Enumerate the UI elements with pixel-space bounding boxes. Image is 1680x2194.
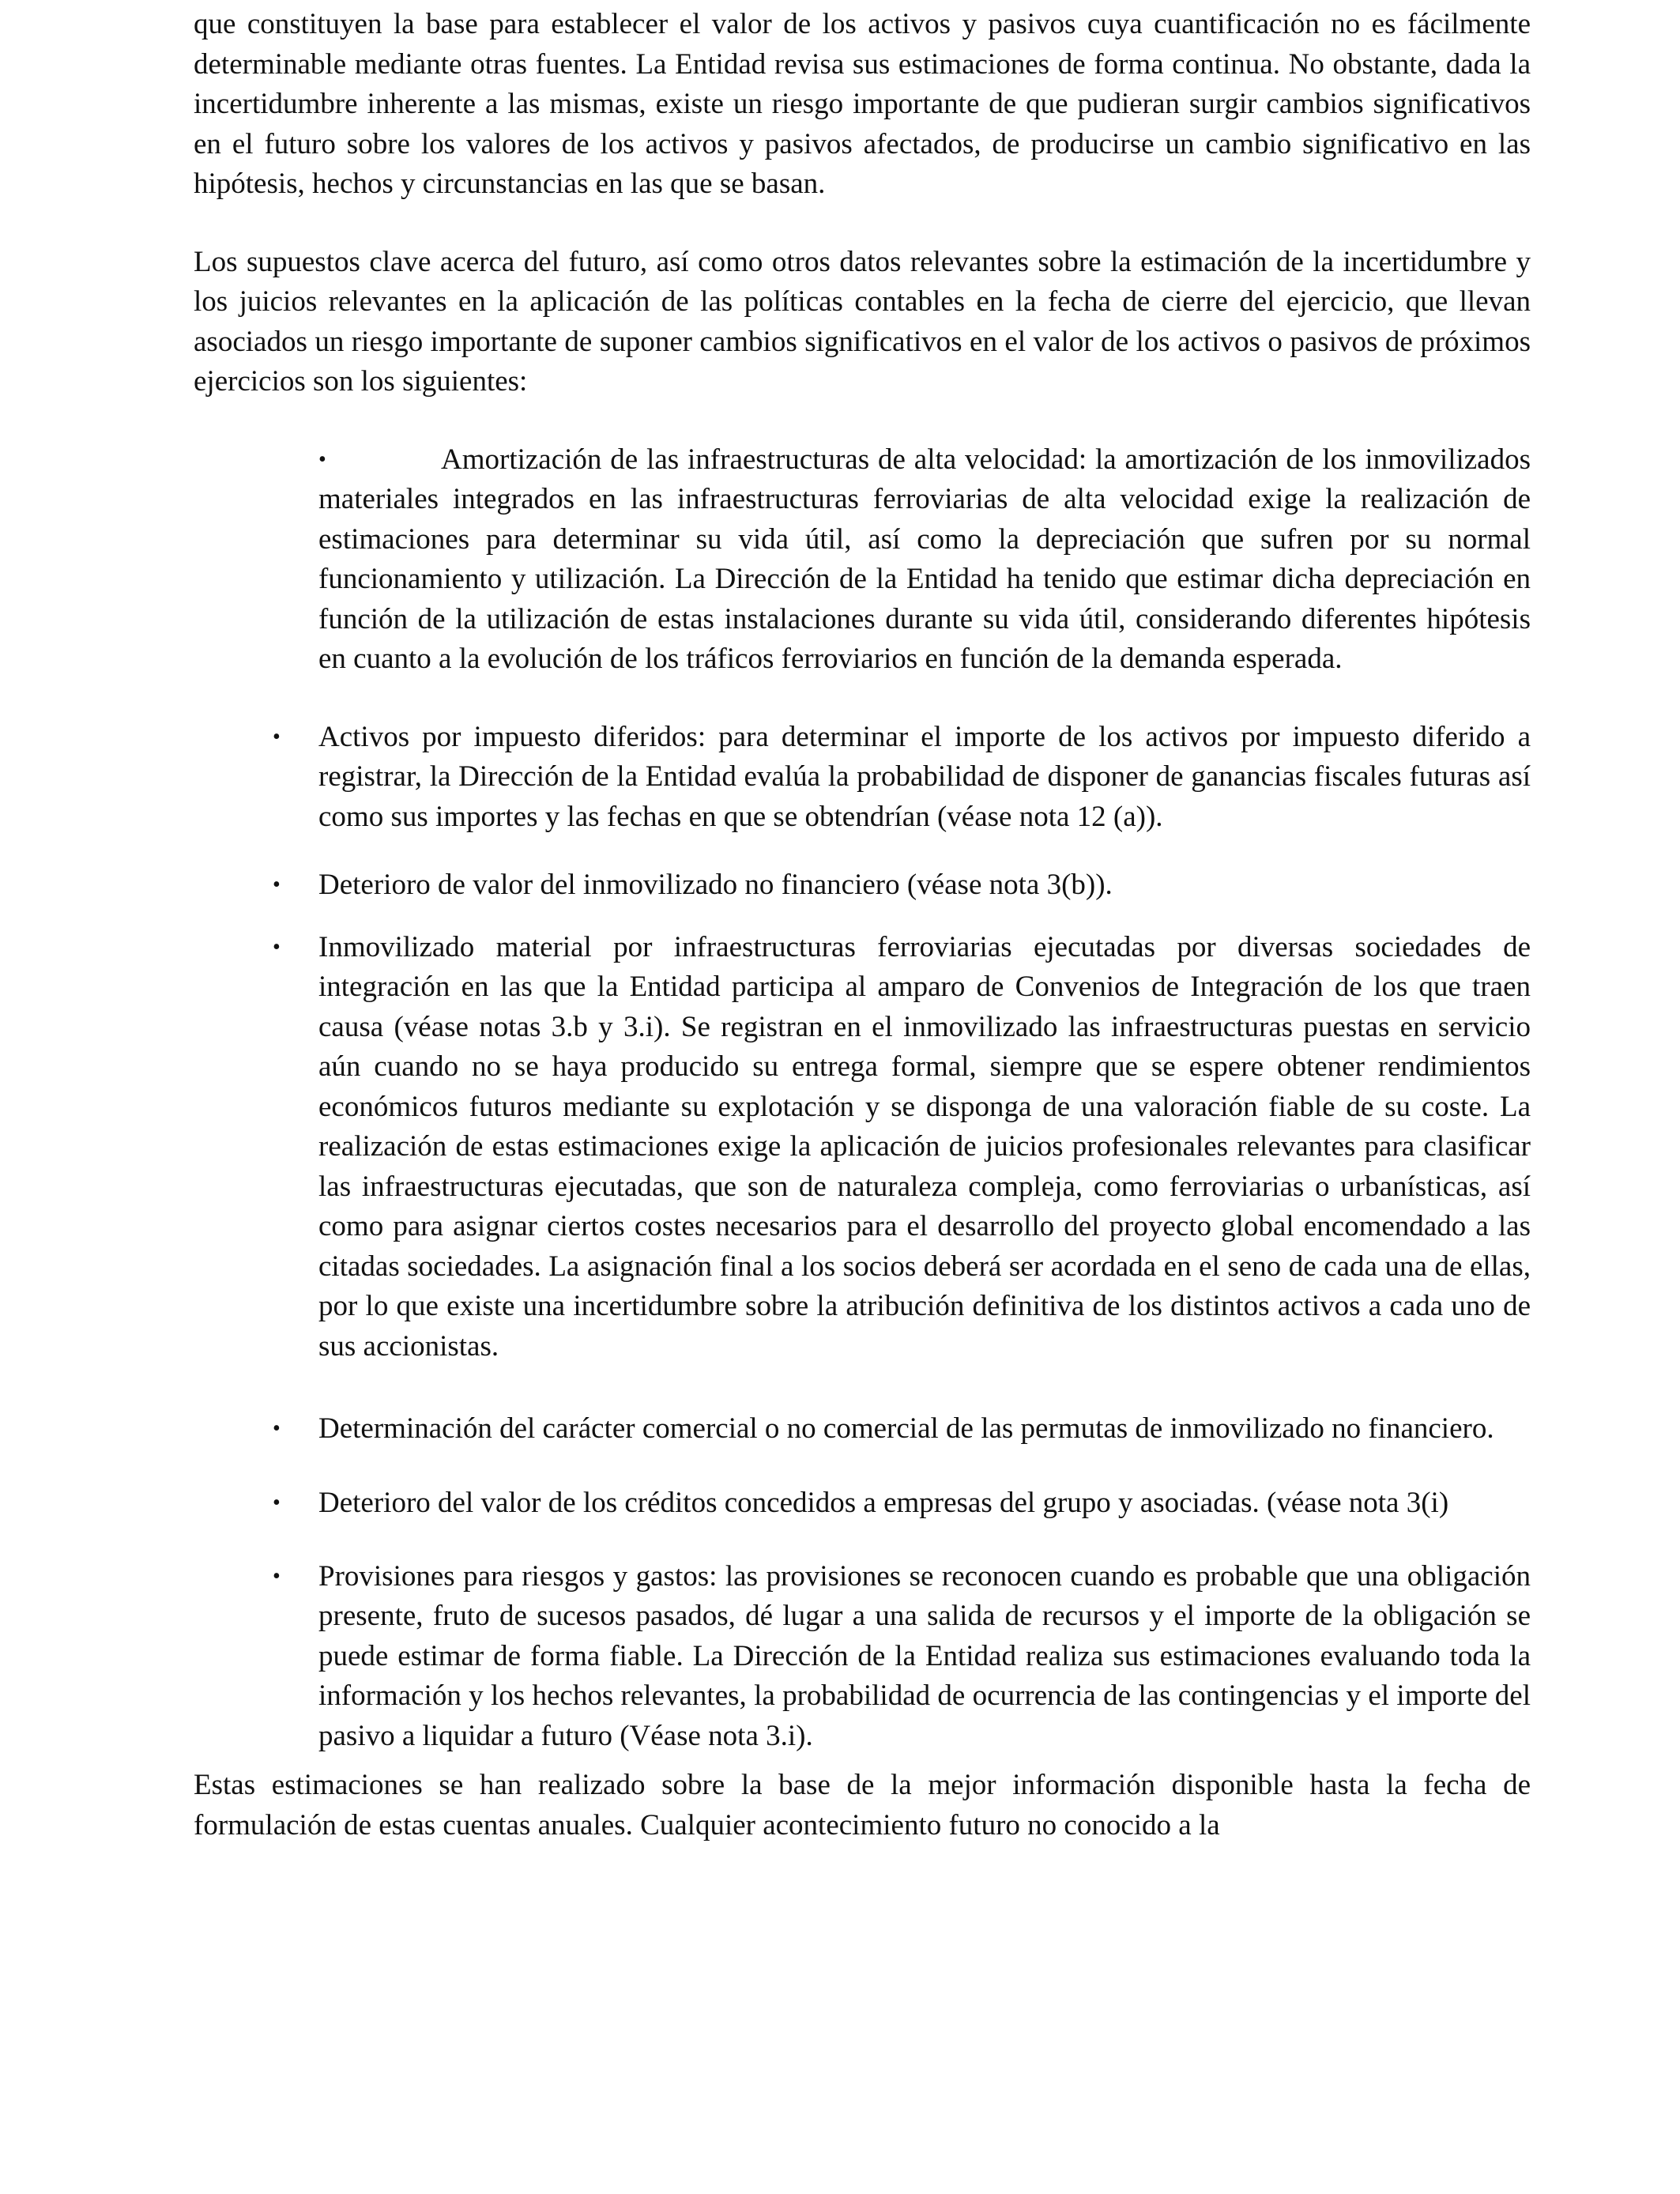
assumptions-paragraph: Los supuestos clave acerca del futuro, así como otros datos relevantes sobre la estimación de la incertidumbre y los juicios relevantes en la aplicación de las políticas contables en la fecha de cierre del ejercicio, que llevan asociados un riesgo importante de suponer cambios significativos en el valor de los activos o pasivos de próximos ejercicios son los siguientes:: [194, 245, 1531, 398]
bullet-icon: •: [273, 934, 281, 959]
list-item-credit-impairment: [194, 1483, 1531, 1524]
bullet-icon: •: [273, 724, 281, 749]
list-item-text: Amortización de las infraestructuras de alta velocidad: la amortización de los inmovilizados materiales integrados en las infraestructuras ferroviarias de alta velocidad exige la realización de estimaciones para determinar su vida útil, así como la depreciación que sufren por su normal funcionamiento y utilización. La Dirección de la Entidad ha tenido que estimar dicha depreciación en función de la utilización de estas instalaciones durante su vida útil, considerando diferentes hipótesis en cuanto a la evolución de los tráficos ferroviarios en función de la demanda esperada.: [318, 443, 1531, 675]
list-item-text: Inmovilizado material por infraestructuras ferroviarias ejecutadas por diversas sociedades de integración en las que la Entidad participa al amparo de Convenios de Integración de los que traen causa (véase notas 3.b y 3.i). Se registran en el inmovilizado las infraestructuras puestas en servicio aún cuando no se haya producido su entrega formal, siempre que se espere obtener rendimientos económicos futuros mediante su explotación y se disponga de una valoración fiable de su coste. La realización de estas estimaciones exige la aplicación de juicios profesionales relevantes para clasificar las infraestructuras ejecutadas, que son de naturaleza compleja, como ferroviarias o urbanísticas, así como para asignar ciertos costes necesarios para el desarrollo del proyecto global encomendado a las citadas sociedades. La asignación final a los socios deberá ser acordada en el seno de cada una de ellas, por lo que existe una incertidumbre sobre la atribución definitiva de los distintos activos a cada uno de sus accionistas.: [318, 930, 1531, 1363]
bullet-icon: •: [273, 873, 281, 897]
list-item-text: Provisiones para riesgos y gastos: las provisiones se reconocen cuando es probable que una obligación presente, fruto de sucesos pasados, dé lugar a una salida de recursos y el importe de la obligación se puede estimar de forma fiable. La Dirección de la Entidad realiza sus estimaciones evaluando toda la información y los hechos relevantes, la probabilidad de ocurrencia de las contingencias y el importe del pasivo a liquidar a futuro (Véase nota 3.i).: [318, 1559, 1531, 1752]
list-item-provisions: [194, 1557, 1531, 1757]
bullet-icon: •: [273, 1563, 281, 1589]
list-item-deferred-tax: [194, 718, 1531, 838]
key-assumptions-list: [194, 440, 1531, 1757]
list-item-depreciation: [194, 440, 1531, 680]
bullet-icon: •: [273, 1416, 281, 1441]
list-item-integration-infrastructure: [194, 928, 1531, 1367]
bullet-icon: •: [318, 447, 326, 472]
closing-paragraph: Estas estimaciones se han realizado sobre la base de la mejor información disponible hasta la fecha de formulación de estas cuentas anuales. Cualquier acontecimiento futuro no conocido a la: [194, 1769, 1531, 1842]
bullet-icon: •: [273, 1491, 281, 1515]
document-page: [194, 5, 1531, 1845]
list-item-text: Activos por impuesto diferidos: para determinar el importe de los activos por impuesto diferido a registrar, la Dirección de la Entidad evalúa la probabilidad de disponer de ganancias fiscales futuras así como sus importes y las fechas en que se obtendrían (véase nota 12 (a)).: [318, 720, 1531, 833]
intro-paragraph: que constituyen la base para establecer el valor de los activos y pasivos cuya cuantificación no es fácilmente determinable mediante otras fuentes. La Entidad revisa sus estimaciones de forma continua. No obstante, dada la incertidumbre inherente a las mismas, existe un riesgo importante de que pudieran surgir cambios significativos en el futuro sobre los valores de los activos y pasivos afectados, de producirse un cambio significativo en las hipótesis, hechos y circunstancias en las que se basan.: [194, 8, 1531, 200]
list-item-text: Deterioro de valor del inmovilizado no financiero (véase nota 3(b)).: [318, 869, 1113, 901]
list-item-impairment: [194, 865, 1531, 906]
list-item-swaps: [194, 1406, 1531, 1452]
list-item-text: Deterioro del valor de los créditos concedidos a empresas del grupo y asociadas. (véase nota 3(i): [318, 1487, 1449, 1519]
list-item-text: Determinación del carácter comercial o no comercial de las permutas de inmovilizado no financiero.: [318, 1412, 1494, 1445]
